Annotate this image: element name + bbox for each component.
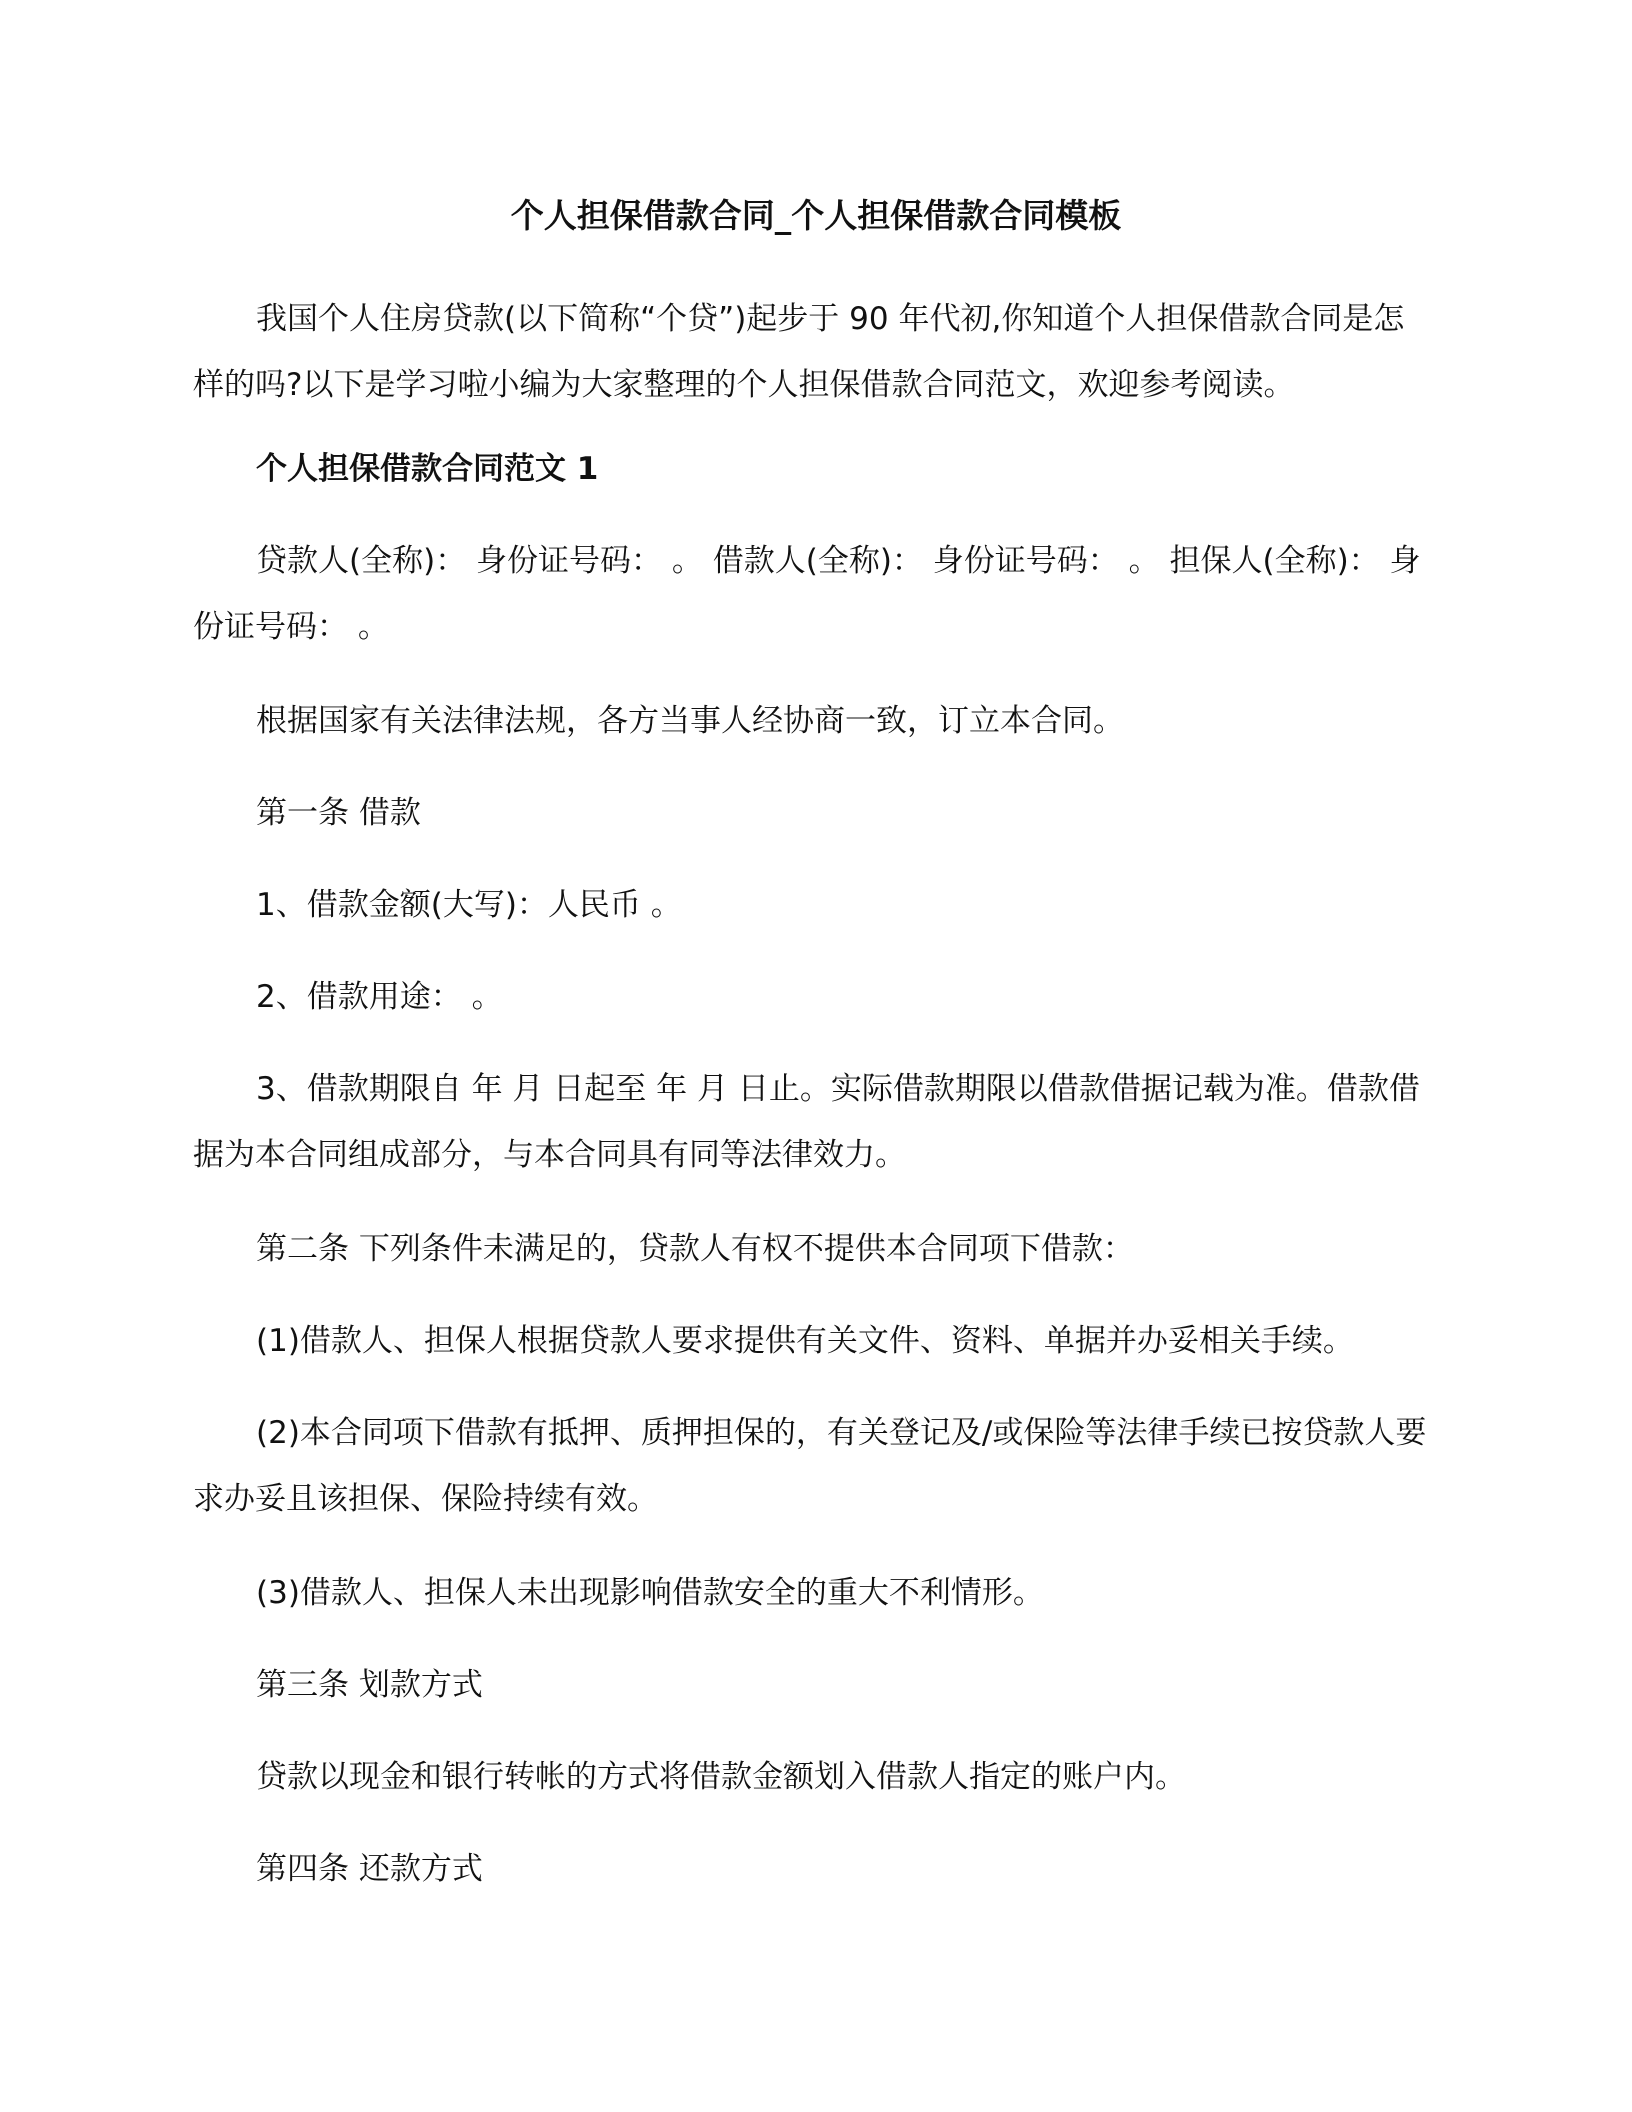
- loan-term-item: 3、借款期限自 年 月 日起至 年 月 日止。实际借款期限以借款借据记载为准。借款借据为本合同组成部分，与本合同具有同等法律效力。: [193, 1071, 1420, 1173]
- loan-amount-item: 1、借款金额(大写)：人民币 。: [256, 887, 682, 923]
- loan-purpose-item: 2、借款用途： 。: [256, 979, 503, 1015]
- document-title: 个人担保借款合同_个人担保借款合同模板: [510, 196, 1122, 235]
- condition-3-item: (3)借款人、担保人未出现影响借款安全的重大不利情形。: [256, 1575, 1044, 1611]
- article-4-heading: 第四条 还款方式: [256, 1851, 483, 1887]
- parties-paragraph: 贷款人(全称)： 身份证号码： 。 借款人(全称)： 身份证号码： 。 担保人(全称)： 身份证号码： 。: [193, 543, 1421, 645]
- article-3-heading: 第三条 划款方式: [256, 1667, 483, 1703]
- condition-1-item: (1)借款人、担保人根据贷款人要求提供有关文件、资料、单据并办妥相关手续。: [256, 1323, 1354, 1359]
- condition-2-item: (2)本合同项下借款有抵押、质押担保的，有关登记及/或保险等法律手续已按贷款人要求办妥且该担保、保险持续有效。: [193, 1415, 1427, 1517]
- section-heading-sample-1: 个人担保借款合同范文 1: [256, 451, 599, 487]
- transfer-method-paragraph: 贷款以现金和银行转帐的方式将借款金额划入借款人指定的账户内。: [256, 1759, 1186, 1795]
- article-2-heading: 第二条 下列条件未满足的，贷款人有权不提供本合同项下借款：: [256, 1231, 1134, 1267]
- basis-paragraph: 根据国家有关法律法规，各方当事人经协商一致，订立本合同。: [256, 703, 1124, 739]
- article-1-heading: 第一条 借款: [256, 795, 421, 831]
- intro-paragraph: 我国个人住房贷款(以下简称“个贷”)起步于 90 年代初,你知道个人担保借款合同是怎样的吗?以下是学习啦小编为大家整理的个人担保借款合同范文，欢迎参考阅读。: [193, 301, 1405, 403]
